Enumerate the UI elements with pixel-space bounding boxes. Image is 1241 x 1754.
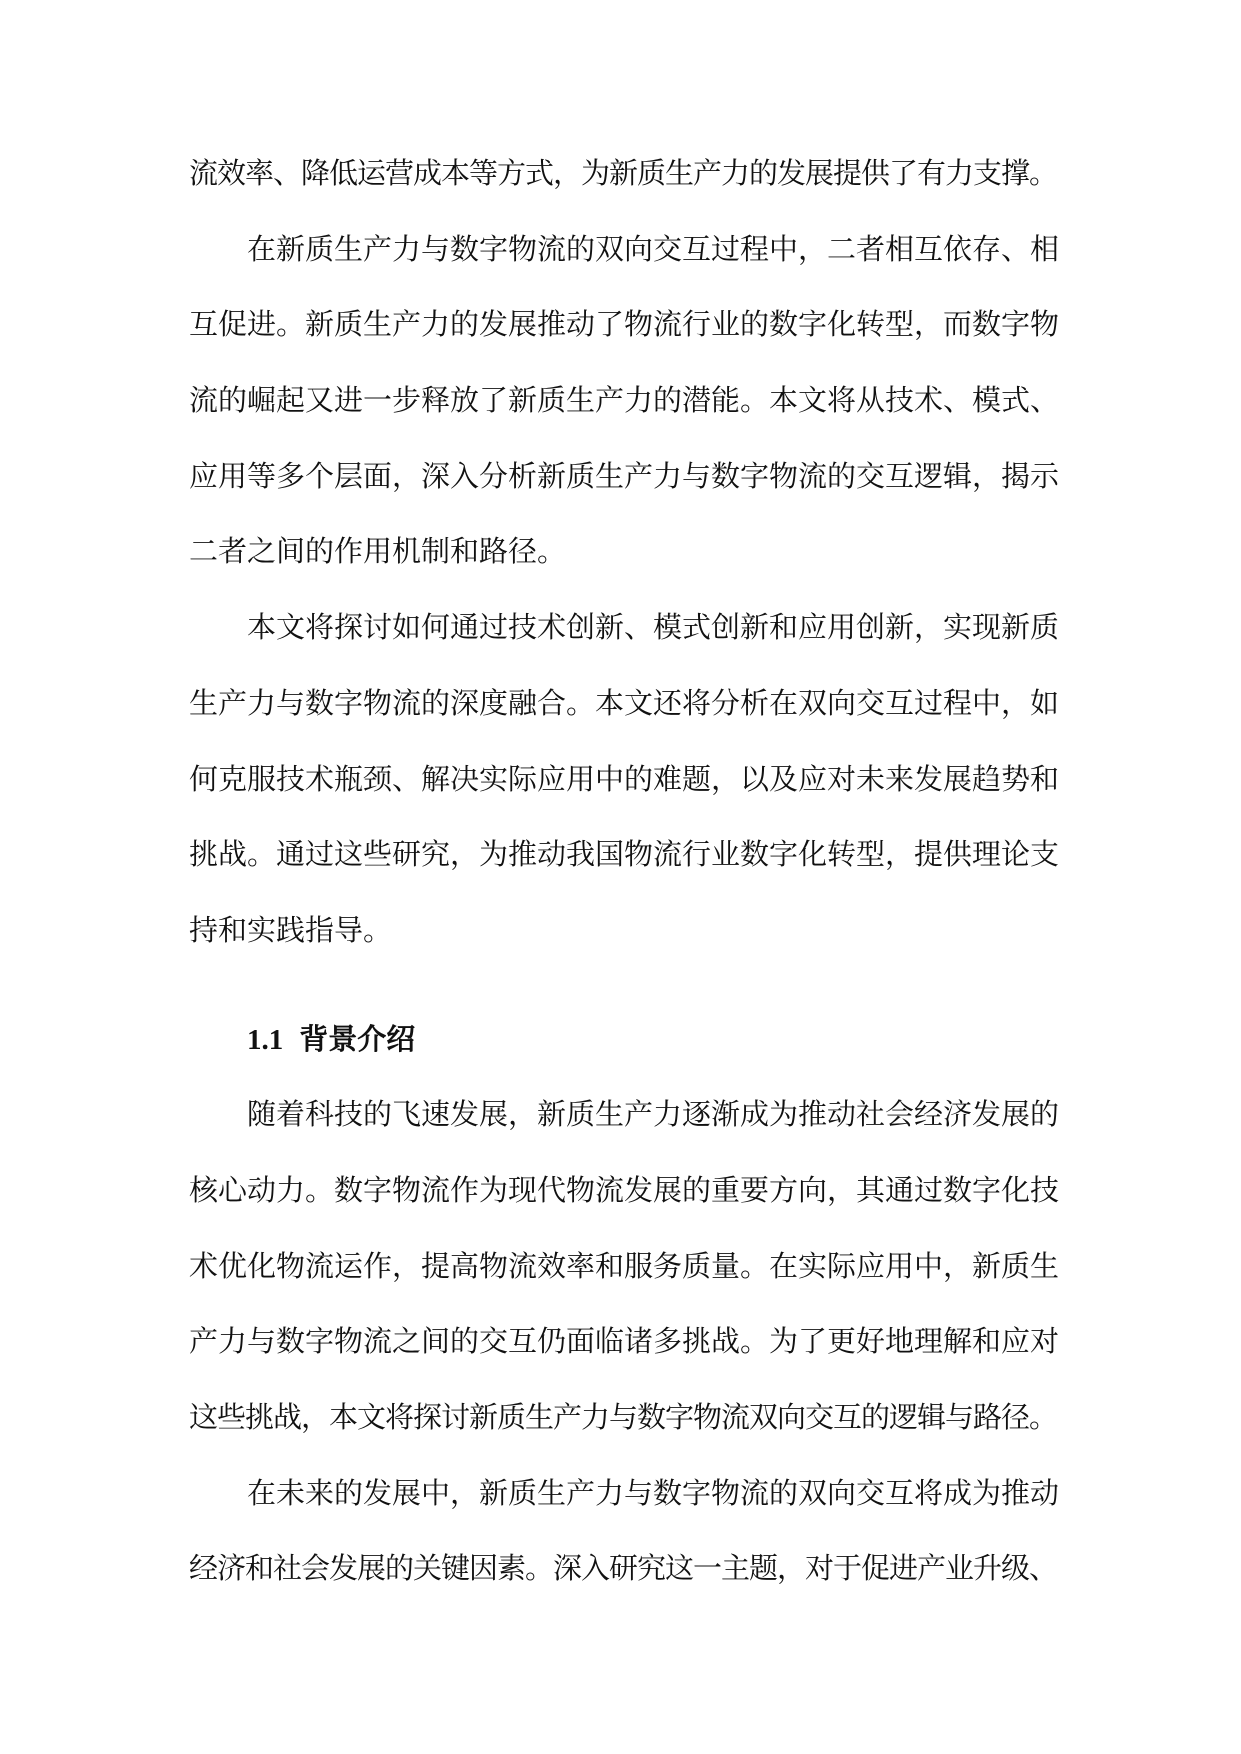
text-line: 这些挑战，本文将探讨新质生产力与数字物流双向交互的逻辑与路径。 [189, 1400, 1058, 1434]
text-line: 术优化物流运作，提高物流效率和服务质量。在实际应用中，新质生 [189, 1248, 1060, 1283]
text-line: 经济和社会发展的关键因素。深入研究这一主题，对于促进产业升级、 [189, 1551, 1058, 1586]
text-line: 流效率、降低运营成本等方式，为新质生产力的发展提供了有力支撑。 [189, 156, 1058, 190]
document-body [189, 136, 1059, 1607]
paragraph [189, 1077, 1059, 1455]
text-line: 何克服技术瓶颈、解决实际应用中的难题，以及应对未来发展趋势和 [189, 761, 1060, 796]
section-heading [189, 1002, 1059, 1078]
text-line: 生产力与数字物流的深度融合。本文还将分析在双向交互过程中，如 [189, 685, 1060, 720]
text-line: 本文将探讨如何通过技术创新、模式创新和应用创新，实现新质 [247, 610, 1060, 645]
paragraph [189, 590, 1059, 968]
section-number: 1.1 [247, 1023, 284, 1056]
section-title: 背景介绍 [299, 1021, 416, 1056]
text-line: 互促进。新质生产力的发展推动了物流行业的数字化转型，而数字物 [189, 307, 1060, 342]
text-line: 流的崛起又进一步释放了新质生产力的潜能。本文将从技术、模式、 [189, 383, 1060, 418]
paragraph [189, 136, 1059, 212]
text-line: 应用等多个层面，深入分析新质生产力与数字物流的交互逻辑，揭示 [189, 458, 1060, 493]
text-line: 持和实践指导。 [189, 912, 393, 947]
text-line: 挑战。通过这些研究，为推动我国物流行业数字化转型，提供理论支 [189, 837, 1060, 872]
text-line: 二者之间的作用机制和路径。 [189, 534, 567, 569]
paragraph [189, 212, 1059, 590]
text-line: 在新质生产力与数字物流的双向交互过程中，二者相互依存、相 [247, 231, 1060, 266]
text-line: 随着科技的飞速发展，新质生产力逐渐成为推动社会经济发展的 [247, 1097, 1060, 1132]
text-line: 产力与数字物流之间的交互仍面临诸多挑战。为了更好地理解和应对 [189, 1324, 1060, 1359]
text-line: 核心动力。数字物流作为现代物流发展的重要方向，其通过数字化技 [189, 1172, 1060, 1207]
paragraph [189, 1456, 1059, 1607]
text-line: 在未来的发展中，新质生产力与数字物流的双向交互将成为推动 [247, 1475, 1060, 1510]
